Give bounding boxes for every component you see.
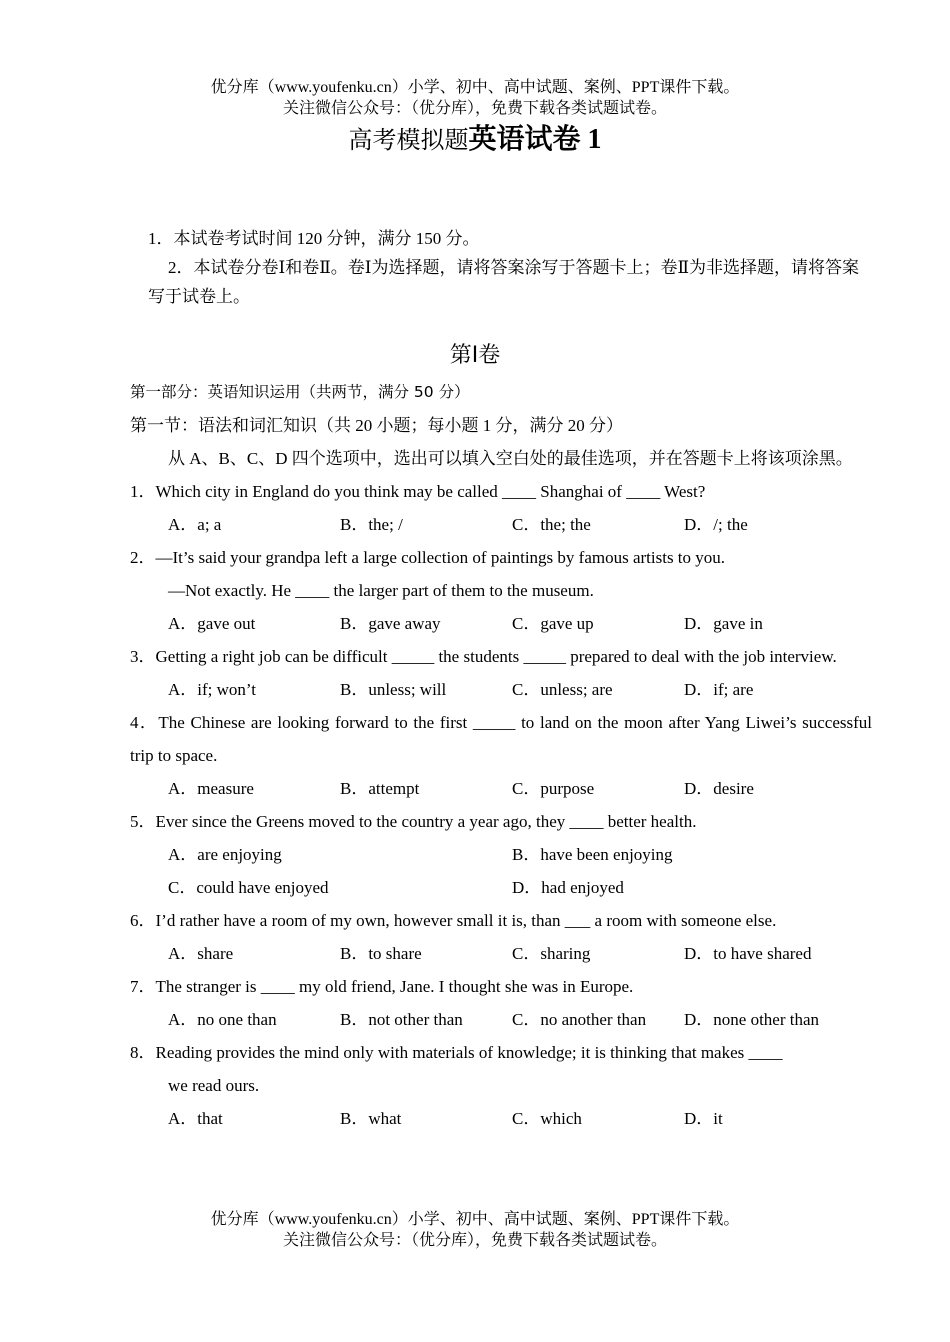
note-2: 2．本试卷分卷Ⅰ和卷Ⅱ。卷Ⅰ为选择题，请将答案涂写于答题卡上；卷Ⅱ为非选择题，请将答案写于试卷上。: [148, 258, 860, 306]
option-a: A．if; won’t: [168, 680, 256, 699]
page-header: [0, 77, 950, 119]
options-6: [130, 937, 872, 970]
option-c: C．sharing: [512, 944, 591, 963]
options-2: [130, 607, 872, 640]
options-5-row-1: [130, 838, 872, 871]
question-8-continued: we read ours.: [168, 1076, 260, 1095]
page-footer: [0, 1209, 950, 1251]
option-c: C．could have enjoyed: [168, 878, 329, 897]
option-b: B．the; /: [340, 515, 403, 534]
question-1: 1．Which city in England do you think may be called ____ Shanghai of ____ West?: [130, 482, 706, 501]
option-d: D．none other than: [684, 1010, 820, 1029]
option-a: A．that: [168, 1109, 223, 1128]
option-c: C．the; the: [512, 515, 591, 534]
option-b: B．not other than: [340, 1010, 463, 1029]
options-8: [130, 1102, 872, 1135]
question-4: 4．The Chinese are looking forward to the first _____ to land on the moon after Yang Liwei’s successful trip to space.: [130, 713, 872, 765]
option-c: C．no another than: [512, 1010, 647, 1029]
title-prefix: 高考模拟题: [348, 128, 469, 154]
option-b: B．have been enjoying: [512, 845, 673, 864]
title-main: 英语试卷 1: [468, 124, 602, 155]
exam-content: [130, 376, 872, 1135]
options-5-row-2: [130, 871, 872, 904]
option-a: A．no one than: [168, 1010, 277, 1029]
option-c: C．gave up: [512, 614, 594, 633]
option-a: A．share: [168, 944, 234, 963]
options-7: [130, 1003, 872, 1036]
options-1: [130, 508, 872, 541]
option-c: C．purpose: [512, 779, 595, 798]
option-b: B．unless; will: [340, 680, 447, 699]
option-d: D．/; the: [684, 515, 748, 534]
part-heading: 第一部分：英语知识运用（共两节，满分 50 分）: [130, 383, 470, 401]
footer-line-2: 关注微信公众号：（优分库），免费下载各类试题试卷。: [282, 1232, 667, 1249]
option-b: B．what: [340, 1109, 402, 1128]
exam-title: [0, 121, 950, 160]
option-b: B．attempt: [340, 779, 420, 798]
option-c: C．which: [512, 1109, 582, 1128]
question-3: 3．Getting a right job can be difficult _____ the students _____ prepared to deal with the job interview.: [130, 647, 837, 666]
question-7: 7．The stranger is ____ my old friend, Jane. I thought she was in Europe.: [130, 977, 634, 996]
option-b: B．gave away: [340, 614, 441, 633]
option-a: A．measure: [168, 779, 254, 798]
instructions: 从 A、B、C、D 四个选项中，选出可以填入空白处的最佳选项，并在答题卡上将该项涂黑。: [168, 449, 853, 468]
option-d: D．had enjoyed: [512, 878, 624, 897]
exam-notes: [148, 224, 872, 311]
option-a: A．a; a: [168, 515, 222, 534]
option-b: B．to share: [340, 944, 422, 963]
question-2-reply: —Not exactly. He ____ the larger part of them to the museum.: [168, 581, 594, 600]
option-d: D．gave in: [684, 614, 763, 633]
option-d: D．desire: [684, 779, 754, 798]
header-line-1: 优分库（www.youfenku.cn）小学、初中、高中试题、案例、PPT课件下载。: [210, 79, 740, 96]
option-c: C．unless; are: [512, 680, 613, 699]
option-d: D．to have shared: [684, 944, 812, 963]
question-6: 6．I’d rather have a room of my own, however small it is, than ___ a room with someone else.: [130, 911, 777, 930]
question-2: 2．—It’s said your grandpa left a large collection of paintings by famous artists to you.: [130, 548, 726, 567]
footer-line-1: 优分库（www.youfenku.cn）小学、初中、高中试题、案例、PPT课件下载。: [210, 1211, 740, 1228]
note-1: 1．本试卷考试时间 120 分钟，满分 150 分。: [148, 229, 480, 248]
option-d: D．if; are: [684, 680, 754, 699]
header-line-2: 关注微信公众号：（优分库），免费下载各类试题试卷。: [282, 100, 667, 117]
question-8: 8．Reading provides the mind only with materials of knowledge; it is thinking that makes ____: [130, 1043, 783, 1062]
volume-title: 第Ⅰ卷: [449, 343, 501, 368]
option-a: A．are enjoying: [168, 845, 282, 864]
options-4: [130, 772, 872, 805]
option-d: D．it: [684, 1109, 723, 1128]
options-3: [130, 673, 872, 706]
question-5: 5．Ever since the Greens moved to the country a year ago, they ____ better health.: [130, 812, 697, 831]
option-a: A．gave out: [168, 614, 256, 633]
section-heading: 第一节：语法和词汇知识（共 20 小题；每小题 1 分，满分 20 分）: [130, 416, 623, 435]
